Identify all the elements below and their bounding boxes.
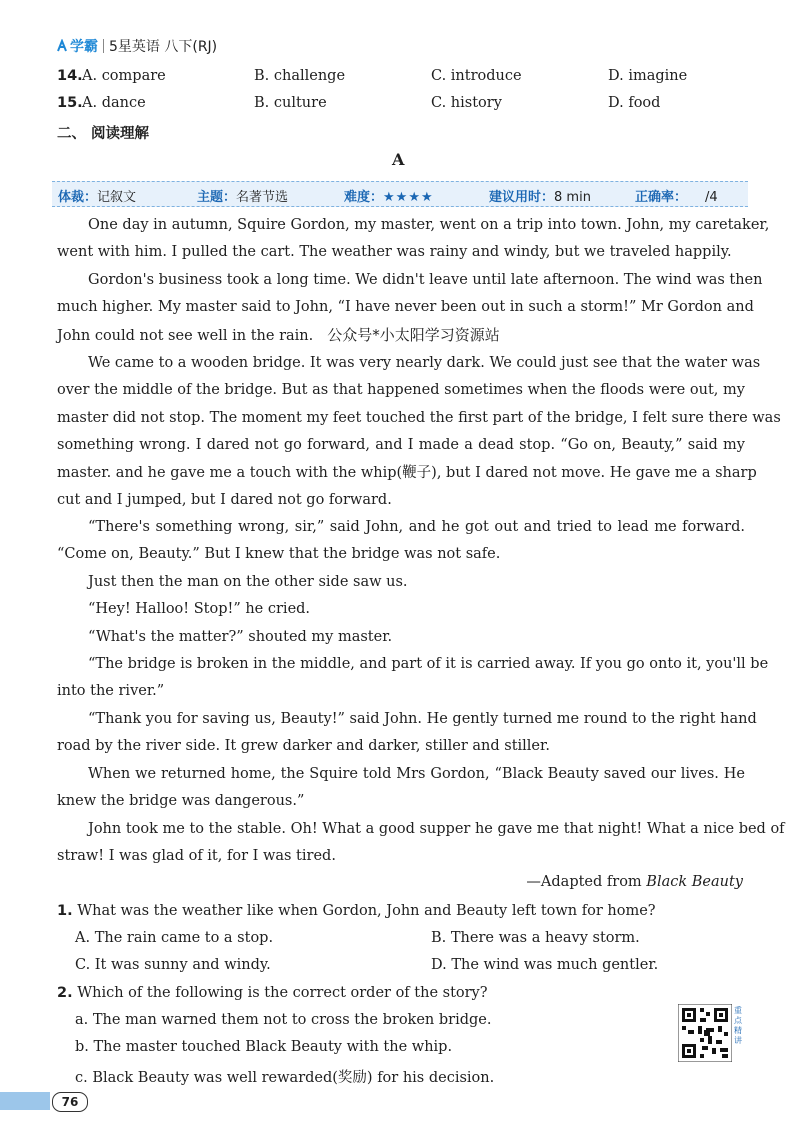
topic-info — [197, 186, 288, 205]
option-c: C. history — [431, 95, 502, 111]
passage-line: “What's the matter?” shouted my master. — [88, 629, 393, 645]
passage-paragraph — [57, 651, 769, 706]
passage-line: knew the bridge was dangerous.” — [57, 793, 305, 810]
passage-line: over the middle of the bridge. But as that happened sometimes when the floods were out, my — [57, 382, 745, 399]
passage-paragraph — [57, 761, 745, 816]
difficulty-label: 难度： — [344, 190, 384, 205]
passage-line: When we returned home, the Squire told Mrs Gordon, “Black Beauty saved our lives. He — [88, 766, 745, 782]
section-title: 二、 阅读理解 — [57, 126, 150, 142]
time-label: 建议用时： — [489, 190, 555, 205]
passage-paragraph — [57, 514, 745, 569]
time-value: 8 min — [554, 190, 591, 205]
passage-paragraph — [57, 569, 745, 596]
source-prefix: —Adapted from — [526, 874, 647, 890]
question-1-option-a: A. The rain came to a stop. — [75, 930, 274, 946]
genre-info — [58, 186, 136, 205]
question-number: 2. — [57, 985, 73, 1001]
option-a: A. dance — [82, 95, 146, 111]
passage-paragraph — [57, 706, 757, 761]
passage-line: something wrong. I dared not go forward, and I made a dead stop. “Go on, Beauty,” said my — [57, 437, 745, 454]
option-b: B. culture — [254, 95, 327, 111]
passage-line: John took me to the stable. Oh! What a good supper he gave me that night! What a nice bed of — [88, 821, 785, 837]
qr-label: 重点精讲 — [734, 1006, 742, 1045]
brand-name: 学霸 — [70, 39, 98, 55]
question-2 — [57, 985, 488, 1001]
option-d: D. imagine — [608, 68, 688, 84]
passage-line: cut and I jumped, but I dared not go forward. — [57, 491, 392, 508]
option-a: A. compare — [82, 68, 166, 84]
passage-line: Just then the man on the other side saw us. — [88, 574, 408, 590]
source-title: Black Beauty — [646, 874, 743, 890]
time-info — [489, 186, 591, 205]
accuracy-label: 正确率： — [635, 190, 688, 205]
passage-line: straw! I was glad of it, for I was tired. — [57, 848, 336, 865]
page-header — [56, 36, 217, 56]
question-2-item-b: b. The master touched Black Beauty with the whip. — [75, 1039, 453, 1055]
difficulty-stars: ★★★★ — [383, 190, 434, 205]
footer-color-bar — [0, 1092, 50, 1110]
passage-line: John could not see well in the rain. — [57, 327, 314, 344]
question-1 — [57, 903, 656, 919]
accuracy-value: /4 — [705, 190, 718, 205]
passage-line: Gordon's business took a long time. We didn't leave until late afternoon. The wind was then — [88, 272, 763, 288]
passage-paragraph — [57, 212, 770, 267]
passage-line-with-watermark — [57, 322, 745, 349]
topic-label: 主题： — [197, 190, 237, 205]
passage-line: master did not stop. The moment my feet touched the first part of the bridge, I felt sure there was — [57, 409, 781, 426]
passage-info-bar — [52, 181, 748, 207]
brand-logo — [56, 36, 98, 56]
passage-paragraph — [57, 350, 781, 514]
passage-line: much higher. My master said to John, “I have never been out in such a storm!” Mr Gordon and — [57, 299, 754, 316]
question-number: 15. — [57, 95, 83, 111]
passage-line: went with him. I pulled the cart. The weather was rainy and windy, but we traveled happily. — [57, 244, 732, 261]
passage-line: We came to a wooden bridge. It was very nearly dark. We could just see that the water was — [88, 355, 761, 371]
qr-code[interactable] — [678, 1004, 746, 1062]
passage-letter: A — [392, 150, 405, 169]
option-d: D. food — [608, 95, 661, 111]
page-number: 76 — [52, 1092, 88, 1112]
passage-line: “Come on, Beauty.” But I knew that the bridge was not safe. — [57, 546, 501, 563]
passage-line: “The bridge is broken in the middle, and part of it is carried away. If you go onto it, you'll be — [88, 656, 769, 672]
book-title: 5星英语 八下(RJ) — [109, 39, 218, 55]
option-c: C. introduce — [431, 68, 522, 84]
passage-source — [526, 874, 743, 890]
question-2-item-c: c. Black Beauty was well rewarded(奖励) for his decision. — [75, 1070, 495, 1086]
passage-paragraph — [57, 624, 745, 651]
passage-paragraph — [57, 816, 785, 871]
question-1-option-d: D. The wind was much gentler. — [431, 957, 659, 973]
option-b: B. challenge — [254, 68, 346, 84]
question-2-item-a: a. The man warned them not to cross the broken bridge. — [75, 1012, 492, 1028]
passage-line: into the river.” — [57, 683, 165, 700]
passage-line: One day in autumn, Squire Gordon, my master, went on a trip into town. John, my caretaker, — [88, 217, 770, 233]
genre-value: 记叙文 — [97, 190, 137, 205]
header-divider — [103, 39, 104, 53]
question-text: What was the weather like when Gordon, John and Beauty left town for home? — [77, 903, 656, 919]
genre-label: 体裁： — [58, 190, 98, 205]
passage-line: “There's something wrong, sir,” said John, and he got out and tried to lead me forward. — [88, 519, 745, 535]
passage-line: road by the river side. It grew darker and darker, stiller and stiller. — [57, 738, 550, 755]
passage-line: “Thank you for saving us, Beauty!” said John. He gently turned me round to the right hand — [88, 711, 757, 727]
qr-code-icon — [678, 1004, 732, 1062]
difficulty-info — [344, 186, 434, 205]
topic-value: 名著节选 — [236, 190, 289, 205]
question-text: Which of the following is the correct order of the story? — [77, 985, 488, 1001]
passage-paragraph — [57, 596, 745, 623]
question-1-option-b: B. There was a heavy storm. — [431, 930, 640, 946]
accuracy-info — [635, 186, 718, 205]
question-1-option-c: C. It was sunny and windy. — [75, 957, 271, 973]
brand-mark-icon — [56, 39, 68, 53]
question-number: 1. — [57, 903, 73, 919]
passage-line: “Hey! Halloo! Stop!” he cried. — [88, 601, 311, 617]
passage-paragraph — [57, 267, 763, 349]
watermark-text: 公众号*小太阳学习资源站 — [327, 325, 500, 344]
question-number: 14. — [57, 68, 83, 84]
passage-line: master. and he gave me a touch with the whip(鞭子), but I dared not move. He gave me a sharp — [57, 464, 757, 481]
